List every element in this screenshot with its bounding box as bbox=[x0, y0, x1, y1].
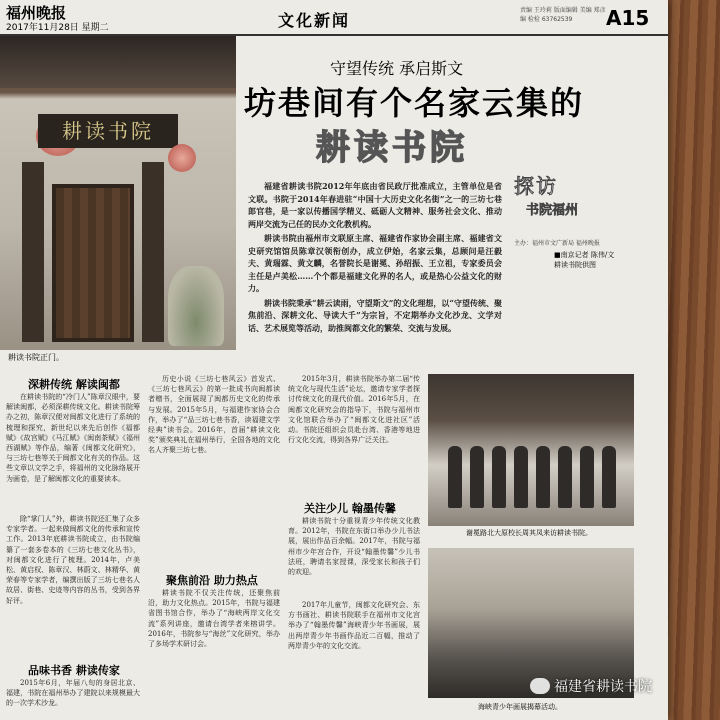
section-title: 文化新闻 bbox=[278, 11, 351, 30]
body-column-1 bbox=[6, 392, 140, 512]
logo-title: 探访 bbox=[514, 174, 558, 198]
lead-text bbox=[248, 180, 502, 336]
body-column-2 bbox=[148, 374, 280, 568]
body-column-2b bbox=[148, 588, 280, 716]
person bbox=[448, 446, 462, 508]
photo-caption: 耕读书院正门。 bbox=[8, 353, 64, 362]
body-column-3b bbox=[288, 516, 420, 598]
body-paragraph: 历史小说《三坊七巷风云》首发式、《三坊七巷风云》的第一批成书向闽都读者赠书，全面展现了闽都历史文化的传承与发展。2015年5月，与福建作家协会合作，举办了“品三坊七巷书香，读福建文学经典”读书会。2016年，首届“耕读文化奖”颁奖典礼在福州举行，全国各地的文化名人齐聚三坊七巷。 bbox=[148, 375, 280, 455]
page-number: A15 bbox=[606, 6, 650, 30]
lead-paragraph: 福建省耕读书院2012年年底由省民政厅批准成立，主管单位是省文联。书院于2014年春进驻“中国十大历史文化名街”之一的三坊七巷郎官巷，是一家以传播国学精义、砥砺人文精神、服务社会文化、推动两岸交流为己任的民办文化教机构。 bbox=[248, 181, 502, 229]
article-credits bbox=[554, 250, 614, 270]
body-paragraph: 2017年儿童节，闽都文化研究会、东方书画社、耕读书院联手在福州市文化宫举办了“翰墨传馨”海峡青少年书画展，展出两岸青少年书画作品近二百幅，推动了两岸青少年的文化交流。 bbox=[288, 601, 420, 650]
body-column-1c bbox=[6, 678, 140, 718]
photo-caption: 谢冕路北大原校长周其凤来访耕读书院。 bbox=[466, 529, 592, 537]
subhead-2: 品味书香 耕读传家 bbox=[28, 664, 120, 677]
person bbox=[470, 446, 484, 508]
logo-subtitle: 书院福州 bbox=[526, 203, 579, 218]
watermark-text: 福建省耕读书院 bbox=[554, 679, 652, 695]
lead-paragraph: 耕读书院秉承“耕云读雨，守望斯文”的文化理想，以“守望传统、聚焦前沿、深耕文化、导读大千”为宗旨，不定期举办文化沙龙、文学对话、艺术展览等活动，助推闽都文化的繁荣、交流与发展。 bbox=[248, 297, 502, 333]
body-column-3 bbox=[288, 374, 420, 494]
body-paragraph: 2015年6月，年届八旬的身居北京、福建，书院在福州举办了建院以来规模最大的一次学术沙龙。 bbox=[6, 679, 140, 708]
page-header bbox=[0, 0, 668, 36]
body-paragraph: 耕读书院十分重视青少年传统文化教育。2012年，书院在东街口举办少儿书法展，展出作品百余幅。2017年，书院与福州市少年宫合作，开设“翰墨传馨”少儿书法班，聘请名家授课，深受家长和孩子们的欢迎。 bbox=[288, 517, 420, 577]
subhead-1: 深耕传统 解读闽都 bbox=[28, 378, 120, 391]
masthead: 福州晚报 bbox=[6, 4, 67, 22]
subhead-3: 聚焦前沿 助力热点 bbox=[166, 574, 258, 587]
body-paragraph: 2015年3月，耕读书院举办第二届“传统文化与现代生活”论坛，邀请专家学者探讨传统文化的现代价值。2016年5月，在闽都文化研究会的指导下，书院与福州市文化馆联合举办了“闽都文化进社区”活动。书院还组织会员赴台湾、香港等地进行文化交流，得到各界广泛关注。 bbox=[288, 375, 420, 445]
gate-door bbox=[52, 184, 134, 342]
academy-plaque: 耕读书院 bbox=[38, 114, 178, 148]
wechat-icon bbox=[530, 678, 550, 694]
person bbox=[580, 446, 594, 508]
group-visit-photo bbox=[428, 374, 634, 526]
pillar-right bbox=[142, 162, 164, 342]
subhead-4: 关注少儿 翰墨传馨 bbox=[304, 502, 396, 515]
person bbox=[514, 446, 528, 508]
headline-emphasis: 耕读书院 bbox=[316, 128, 468, 168]
person bbox=[602, 446, 616, 508]
body-paragraph: 耕读书院不仅关注传统，还聚焦前沿，助力文化热点。2015年，书院与福建省图书馆合作，举办了“海峡两岸文化交流”系列讲座，邀请台湾学者来榕讲学。2016年，书院参与“海丝”文化研究，举办了多场学术研讨会。 bbox=[148, 589, 280, 649]
wechat-watermark bbox=[530, 676, 652, 696]
issue-date: 2017年11月28日 星期二 bbox=[6, 23, 109, 33]
pillar-left bbox=[22, 162, 44, 342]
editor-meta: 责编 王玲莉 版面编辑 美编 郑彦编 检检 63762539 bbox=[520, 7, 606, 23]
headline-kicker: 守望传统 承启斯文 bbox=[330, 59, 464, 78]
lead-paragraph: 耕读书院由福州市文联原主席、福建省作家协会副主席、福建省文史研究馆馆员陈章汉领衔创办，成立伊始，名家云集，总顾问是汪毅夫、黄瑞霖、黄文麟，名誉院长是谢冕、孙绍振、王立祖，专家委员会主任是卢美松……个个都是福建文化界的名人，或是热心公益文化的财力。 bbox=[248, 233, 502, 293]
photo-credit: 耕读书院供图 bbox=[554, 261, 596, 269]
lantern-right bbox=[168, 144, 196, 172]
photo-caption: 海峡青少年画展揭幕活动。 bbox=[478, 703, 562, 711]
roof-eave bbox=[0, 36, 236, 88]
body-column-1b bbox=[6, 514, 140, 656]
headline-main: 坊巷间有个名家云集的 bbox=[244, 84, 585, 122]
body-column-3c bbox=[288, 600, 420, 716]
academy-gate-photo bbox=[0, 36, 236, 350]
person bbox=[492, 446, 506, 508]
body-paragraph: 在耕读书院的“冷门人”陈章汉眼中，要解读闽都，必须深耕传统文化。耕读书院筹办之初，陈章汉便对闽都文化进行了系统的梳理和探究，新世纪以来先后创作《福都赋》《故宫赋》《马江赋》《闽南茶赋》《福州西湖赋》等作品，编著《闽都文化研究》，与三坊七巷等关于闽都文化有关的作品。这些文章以文学之手，将福州的文化脉络展开为画卷，是了解闽都文化的重要读本。 bbox=[6, 393, 140, 483]
person bbox=[558, 446, 572, 508]
column-logo bbox=[514, 170, 636, 236]
body-paragraph: 除“掌门人”外，耕读书院还汇集了众多专家学者。一起来做闽都文化的传承和宣传工作。2013年底耕读书院成立，由书院编纂了一套多卷本的《三坊七巷文化丛书》，对闽都文化进行了梳理。2014年，卢美松、黄启权、陈章汉、林蔚文、林精华、黄荣春等专家学者，编撰出版了三坊七巷名人故居、街巷、史迹等内容的丛书，受到各界好评。 bbox=[6, 515, 140, 605]
column-sponsor: 主办：福州市文广新局 福州晚报 bbox=[514, 240, 600, 247]
byline: ■南京记者 陈伟/文 bbox=[554, 251, 615, 259]
person bbox=[536, 446, 550, 508]
potted-plant bbox=[168, 266, 224, 346]
